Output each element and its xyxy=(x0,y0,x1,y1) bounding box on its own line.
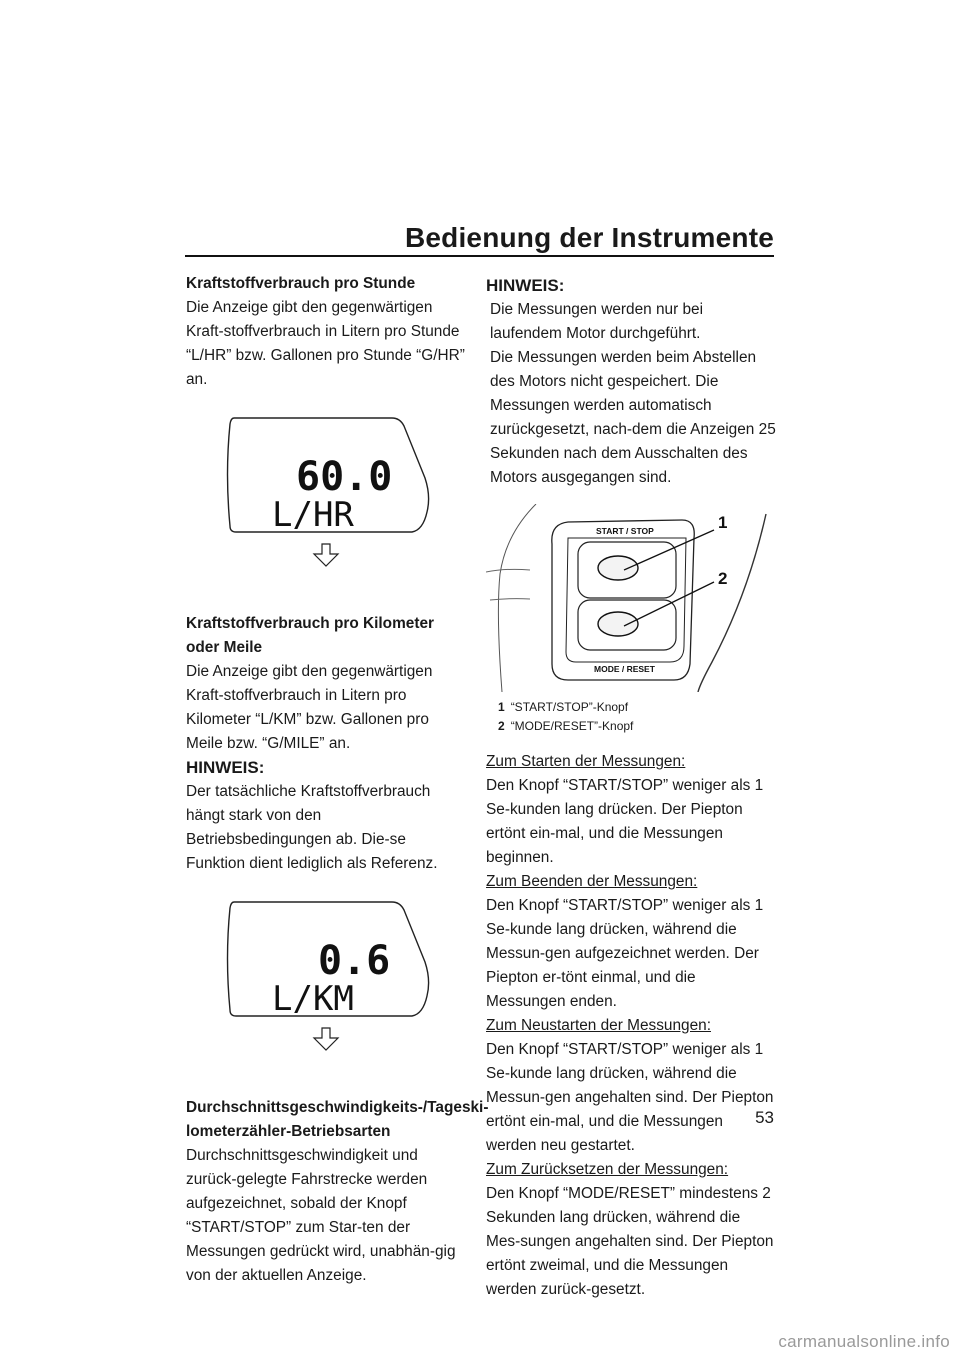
section-heading-fuel-per-hour: Kraftstoffverbrauch pro Stunde xyxy=(186,275,416,292)
lcd-unit: L/HR xyxy=(272,495,354,535)
lcd-display-illustration xyxy=(222,408,432,593)
mode-reset-label: MODE / RESET xyxy=(594,664,655,674)
legend-text: “MODE/RESET”-Knopf xyxy=(510,719,634,733)
section-body-fuel-per-km: Die Anzeige gibt den gegenwärtigen Kraft-stoffverbrauch in Litern pro Kilometer “L/KM” bzw. Gallonen pro Meile bzw. “G/MILE” an. xyxy=(186,663,433,752)
heading-start-measurements: Zum Starten der Messungen: xyxy=(486,753,686,770)
button-panel-illustration xyxy=(486,504,776,692)
note-body-1: Die Messungen werden nur bei laufendem Motor durchgeführt. xyxy=(490,301,704,342)
heading-stop-measurements: Zum Beenden der Messungen: xyxy=(486,873,698,890)
legend-item xyxy=(498,698,776,717)
note-title: HINWEIS: xyxy=(486,276,565,295)
lcd-display-figure-2 xyxy=(186,892,466,1082)
title-rule xyxy=(185,255,774,257)
page-title: Bedienung der Instrumente xyxy=(404,222,774,253)
legend-text: “START/STOP”-Knopf xyxy=(510,700,629,714)
figure-legend xyxy=(486,698,776,736)
section-body-trip-modes: Durchschnittsgeschwindigkeit und zurück-gelegte Fahrstrecke werden aufgezeichnet, sobald der Knopf “START/STOP” zum Star-ten der Messungen gedrückt wird, unabhän-gig von der aktuellen Anzeige. xyxy=(186,1147,456,1284)
page-number: 53 xyxy=(755,1108,774,1127)
callout-2: 2 xyxy=(718,569,728,588)
down-arrow-icon xyxy=(314,1028,338,1050)
lcd-value: 0.6 xyxy=(318,938,391,984)
note-body-2: Die Messungen werden beim Abstellen des Motors nicht gespeichert. Die Messungen werden automatisch zurückgesetzt, nach-dem die Anzeigen 25 Sekunden nach dem Ausschalten des Motors ausgegangen sind. xyxy=(490,349,776,486)
lcd-display-figure-1 xyxy=(186,408,466,598)
heading-reset-measurements: Zum Zurücksetzen der Messungen: xyxy=(486,1161,729,1178)
body-restart-measurements: Den Knopf “START/STOP” weniger als 1 Se-kunde lang drücken, während die Messun-gen angehalten sind. Der Piepton ertönt ein-mal, und die Messungen werden neu gestartet. xyxy=(486,1041,774,1154)
left-column xyxy=(186,272,489,1288)
heading-restart-measurements: Zum Neustarten der Messungen: xyxy=(486,1017,711,1034)
lcd-value: 60.0 xyxy=(296,454,393,500)
legend-item xyxy=(498,717,776,736)
start-stop-button xyxy=(598,556,638,580)
note-title: HINWEIS: xyxy=(186,758,265,777)
note-body: Der tatsächliche Kraftstoffverbrauch hängt stark von den Betriebsbedingungen ab. Die-se Funktion dient lediglich als Referenz. xyxy=(186,783,438,872)
body-start-measurements: Den Knopf “START/STOP” weniger als 1 Se-kunden lang drücken. Der Piepton ertönt ein-mal, und die Messungen beginnen. xyxy=(486,777,764,866)
start-stop-label: START / STOP xyxy=(596,526,654,536)
section-heading-trip-modes: Durchschnittsgeschwindigkeits-/Tageski-lometerzähler-Betriebsarten xyxy=(186,1099,489,1140)
right-column xyxy=(486,272,776,1302)
legend-number: 2 xyxy=(498,719,505,733)
mode-reset-button xyxy=(598,612,638,636)
callout-1: 1 xyxy=(718,513,728,532)
section-body-fuel-per-hour: Die Anzeige gibt den gegenwärtigen Kraft-stoffverbrauch in Litern pro Stunde “L/HR” bzw. Gallonen pro Stunde “G/HR” an. xyxy=(186,299,465,388)
body-reset-measurements: Den Knopf “MODE/RESET” mindestens 2 Sekunden lang drücken, während die Mes-sungen angehalten sind. Der Piepton ertönt zweimal, und die Messungen werden zurück-gesetzt. xyxy=(486,1185,774,1298)
button-panel-figure xyxy=(486,504,776,692)
section-heading-fuel-per-km: Kraftstoffverbrauch pro Kilometer oder Meile xyxy=(186,615,435,656)
down-arrow-icon xyxy=(314,544,338,566)
legend-number: 1 xyxy=(498,700,505,714)
lcd-display-illustration xyxy=(222,892,432,1077)
lcd-unit: L/KM xyxy=(272,979,354,1019)
watermark: carmanualsonline.info xyxy=(778,1332,950,1351)
body-stop-measurements: Den Knopf “START/STOP” weniger als 1 Se-kunde lang drücken, während die Messun-gen aufgezeichnet werden. Der Piepton er-tönt einmal, und die Messungen enden. xyxy=(486,897,764,1010)
